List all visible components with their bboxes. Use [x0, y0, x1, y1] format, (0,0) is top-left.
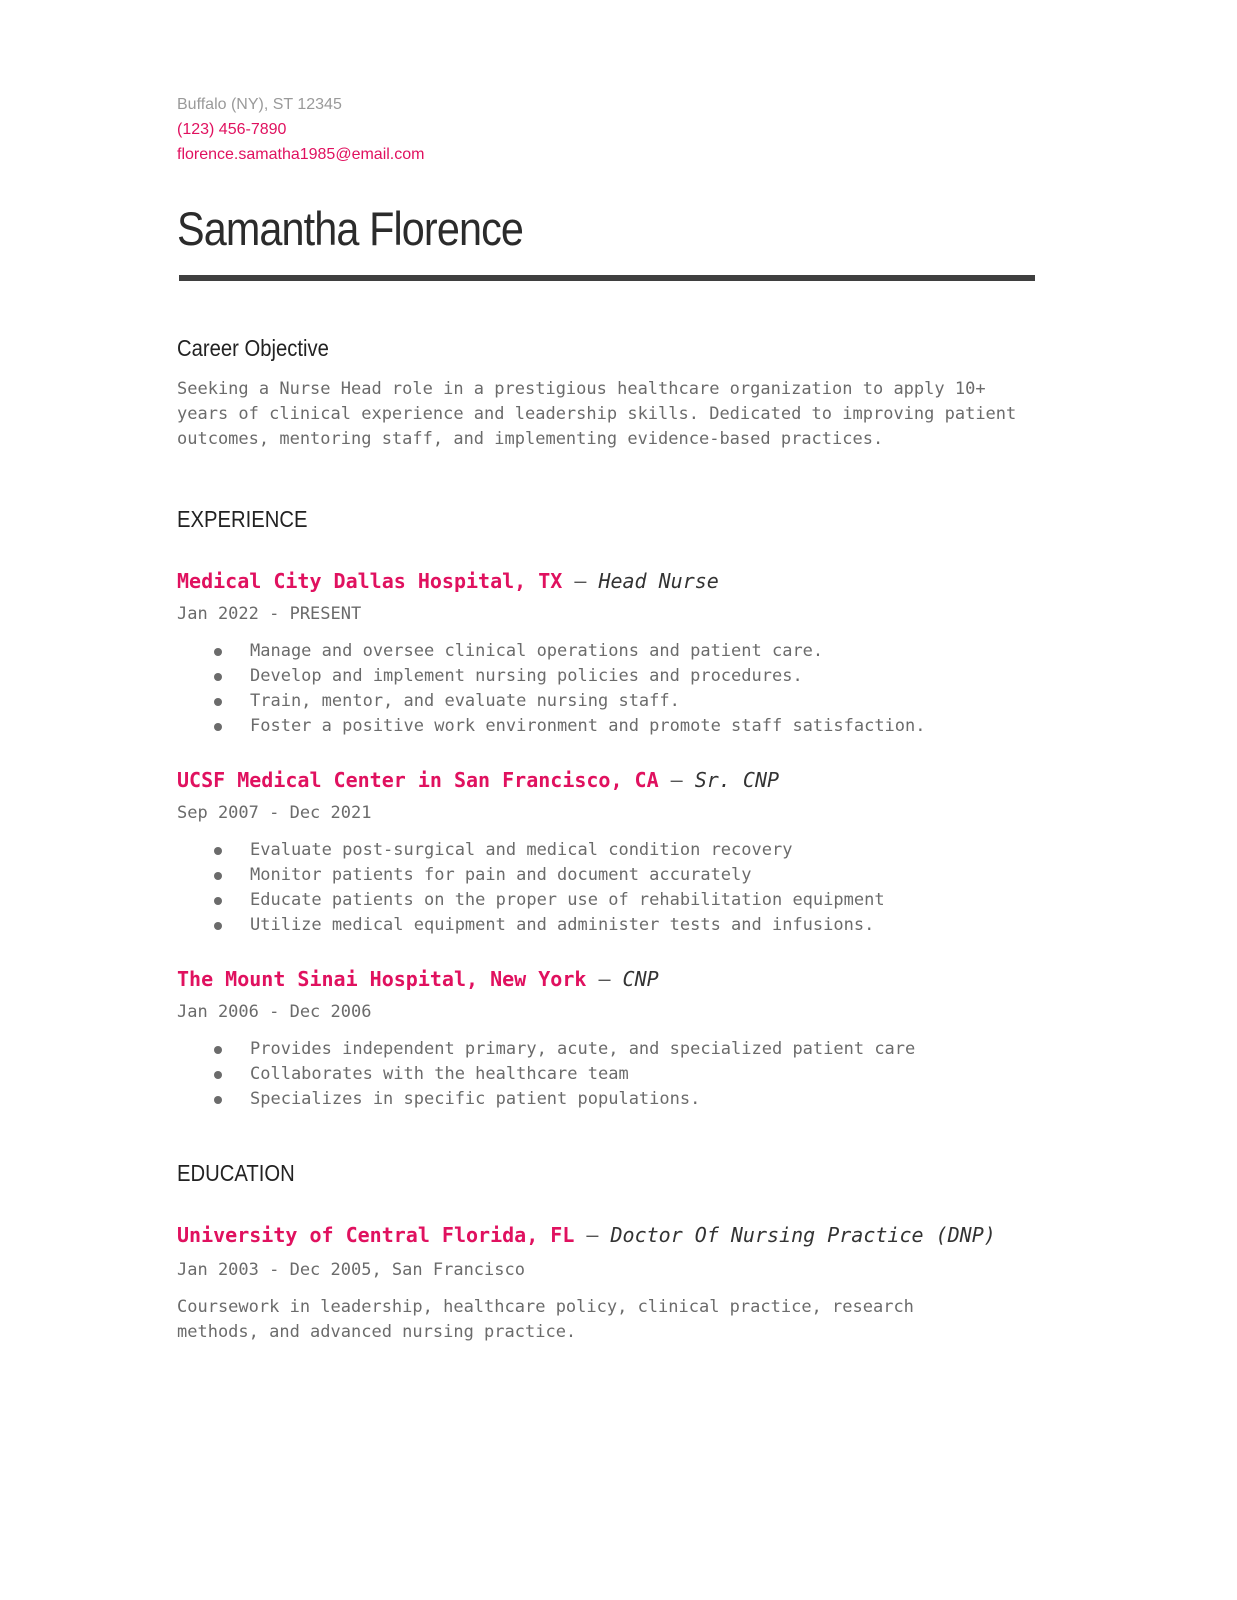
bullet-item: [177, 714, 1037, 739]
bullet-item: [177, 1037, 1037, 1062]
bullet-dot-icon: [214, 698, 222, 706]
bullet-item: [177, 1062, 1037, 1087]
bullet-text: Educate patients on the proper use of rehabilitation equipment: [250, 890, 885, 910]
contact-address: Buffalo (NY), ST 12345: [177, 96, 342, 113]
bullet-item: [177, 913, 1037, 938]
job-role: Head Nurse: [598, 569, 719, 593]
bullet-item: [177, 888, 1037, 913]
bullet-text: Manage and oversee clinical operations and patient care.: [250, 641, 824, 661]
job-title: [177, 966, 1037, 992]
bullet-dot-icon: [214, 1096, 222, 1104]
education-entry: [177, 1222, 1037, 1345]
job-entry: [177, 966, 1037, 1112]
bullet-dot-icon: [214, 872, 222, 880]
bullet-text: Train, mentor, and evaluate nursing staff.: [250, 691, 680, 711]
job-entry: [177, 568, 1037, 739]
bullet-item: [177, 838, 1037, 863]
candidate-name: Samantha Florence: [177, 202, 523, 255]
contact-phone: (123) 456-7890: [177, 121, 287, 138]
education-title: [177, 1222, 1017, 1248]
job-bullets: [177, 1037, 1037, 1112]
objective-heading: Career Objective: [177, 335, 329, 361]
bullet-dot-icon: [214, 1046, 222, 1054]
job-role: CNP: [622, 967, 659, 991]
bullet-text: Specializes in specific patient populations.: [250, 1089, 701, 1109]
title-separator: —: [586, 967, 623, 991]
bullet-dot-icon: [214, 922, 222, 930]
bullet-text: Provides independent primary, acute, and specialized patient care: [250, 1039, 916, 1059]
bullet-item: [177, 664, 1037, 689]
bullet-text: Monitor patients for pain and document accurately: [250, 865, 752, 885]
education-degree: Doctor Of Nursing Practice (DNP): [610, 1223, 996, 1247]
job-dates: Jan 2006 - Dec 2006: [177, 1002, 372, 1022]
contact-email: florence.samatha1985@email.com: [177, 146, 425, 163]
title-separator: —: [562, 569, 599, 593]
job-entry: [177, 767, 1037, 938]
contact-block: [177, 92, 1037, 167]
bullet-dot-icon: [214, 673, 222, 681]
bullet-item: [177, 689, 1037, 714]
education-dates: Jan 2003 - Dec 2005, San Francisco: [177, 1260, 525, 1280]
bullet-item: [177, 1087, 1037, 1112]
job-organization: The Mount Sinai Hospital, New York: [177, 967, 587, 991]
header-divider: [179, 275, 1035, 281]
resume-page: [177, 92, 1037, 1345]
education-organization: University of Central Florida, FL: [177, 1223, 575, 1247]
job-title: [177, 568, 1037, 594]
bullet-text: Evaluate post-surgical and medical condition recovery: [250, 840, 793, 860]
title-separator: —: [658, 768, 695, 792]
bullet-text: Foster a positive work environment and promote staff satisfaction.: [250, 716, 926, 736]
bullet-item: [177, 863, 1037, 888]
job-organization: Medical City Dallas Hospital, TX: [177, 569, 563, 593]
title-separator: —: [574, 1223, 611, 1247]
bullet-dot-icon: [214, 648, 222, 656]
job-bullets: [177, 639, 1037, 739]
objective-text: Seeking a Nurse Head role in a prestigious healthcare organization to apply 10+ years of clinical experience and leadership skills. Dedicated to improving patient outcomes, mentoring staff, and implementing evidence-based practices.: [177, 379, 1017, 449]
bullet-text: Utilize medical equipment and administer tests and infusions.: [250, 915, 875, 935]
job-bullets: [177, 838, 1037, 938]
bullet-dot-icon: [214, 723, 222, 731]
experience-heading: EXPERIENCE: [177, 506, 308, 532]
bullet-dot-icon: [214, 897, 222, 905]
job-title: [177, 767, 1037, 793]
job-role: Sr. CNP: [694, 768, 780, 792]
education-description: Coursework in leadership, healthcare policy, clinical practice, research methods, and advanced nursing practice.: [177, 1297, 914, 1342]
education-heading: EDUCATION: [177, 1160, 295, 1186]
bullet-item: [177, 639, 1037, 664]
bullet-text: Collaborates with the healthcare team: [250, 1064, 629, 1084]
job-dates: Jan 2022 - PRESENT: [177, 604, 362, 624]
bullet-dot-icon: [214, 1071, 222, 1079]
bullet-text: Develop and implement nursing policies and procedures.: [250, 666, 803, 686]
bullet-dot-icon: [214, 847, 222, 855]
job-dates: Sep 2007 - Dec 2021: [177, 803, 372, 823]
job-organization: UCSF Medical Center in San Francisco, CA: [177, 768, 659, 792]
